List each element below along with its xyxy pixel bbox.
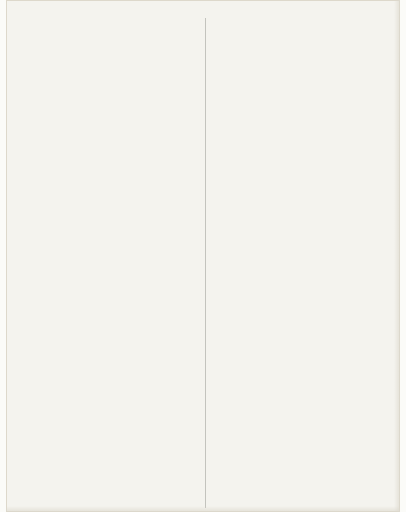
paragraph [211, 74, 396, 79]
paragraph [16, 74, 201, 79]
paragraph [211, 90, 396, 95]
paragraph [211, 42, 396, 47]
page-edge-shadow [394, 0, 400, 512]
left-text-column [16, 18, 201, 508]
paragraph [16, 50, 201, 55]
column-divider [205, 18, 206, 508]
paragraph [211, 26, 396, 31]
paragraph [211, 66, 396, 71]
right-text-column [211, 18, 396, 508]
book-page [6, 0, 400, 512]
paragraph [16, 82, 201, 87]
paragraph [16, 58, 201, 63]
paragraph [16, 26, 201, 31]
paragraph [16, 42, 201, 47]
paragraph [16, 34, 201, 39]
paragraph [211, 34, 396, 39]
page-bottom-shadow [6, 506, 400, 512]
paragraph [211, 50, 396, 55]
paragraph [211, 58, 396, 63]
paragraph [211, 18, 396, 23]
paragraph [211, 82, 396, 87]
paragraph [16, 18, 201, 23]
paragraph [16, 66, 201, 71]
